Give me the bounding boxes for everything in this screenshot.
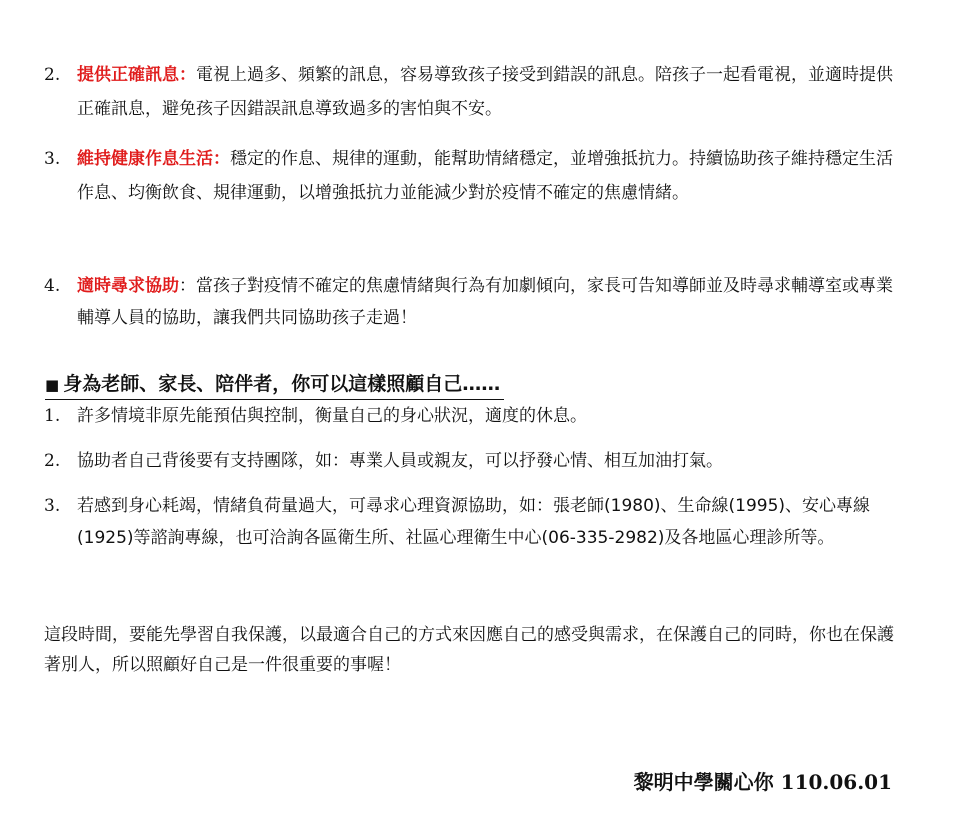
closing-paragraph: 這段時間，要能先學習自我保護，以最適合自己的方式來因應自己的感受與需求，在保護自己的同時，你也在保護著別人，所以照顧好自己是一件很重要的事喔！ xyxy=(44,625,894,675)
section-heading xyxy=(45,370,504,400)
tip-body xyxy=(77,58,899,126)
item-text: 許多情境非原先能預估與控制，衡量自己的身心狀況，適度的休息。 xyxy=(77,406,587,426)
tip-title: 適時尋求協助 xyxy=(77,276,179,296)
section-heading-text: 身為老師、家長、陪伴者，你可以這樣照顧自己…… xyxy=(63,373,501,395)
item-text: 協助者自己背後要有支持團隊，如：專業人員或親友，可以抒發心情、相互加油打氣。 xyxy=(77,451,723,471)
tip-title: 提供正確訊息： xyxy=(77,65,196,85)
signature-org: 黎明中學關心你 xyxy=(633,770,774,794)
tip-number: 2. xyxy=(44,65,61,85)
self-care-item-1 xyxy=(44,400,904,432)
item-number: 1. xyxy=(44,406,61,426)
tip-title: 維持健康作息生活： xyxy=(77,149,230,169)
item-number: 2. xyxy=(44,451,61,471)
tip-number: 4. xyxy=(44,276,61,296)
signature xyxy=(634,766,892,795)
item-number: 3. xyxy=(44,496,61,516)
tip-number: 3. xyxy=(44,149,61,169)
item-text: 若感到身心耗竭，情緒負荷量過大，可尋求心理資源協助，如：張老師(1980)、生命線(1995)、安心專線(1925)等諮詢專線，也可洽詢各區衛生所、社區心理衛生中心(06-335-2982)及各地區心理診所等。 xyxy=(77,496,871,548)
tip-item-3 xyxy=(44,142,904,210)
tip-body xyxy=(77,142,899,210)
self-care-item-2 xyxy=(44,445,904,477)
tip-item-4 xyxy=(44,270,904,334)
square-bullet-icon: ■ xyxy=(45,376,60,394)
tip-text: 穩定的作息、規律的運動，能幫助情緒穩定，並增強抵抗力。持續協助孩子維持穩定生活作息、均衡飲食、規律運動，以增強抵抗力並能減少對於疫情不確定的焦慮情緒。 xyxy=(77,149,893,203)
signature-date: 110.06.01 xyxy=(780,770,892,794)
tip-body xyxy=(77,270,899,334)
tip-text: ：當孩子對疫情不確定的焦慮情緒與行為有加劇傾向，家長可告知導師並及時尋求輔導室或專業輔導人員的協助，讓我們共同協助孩子走過！ xyxy=(77,276,893,328)
tip-text: 電視上過多、頻繁的訊息，容易導致孩子接受到錯誤的訊息。陪孩子一起看電視，並適時提供正確訊息，避免孩子因錯誤訊息導致過多的害怕與不安。 xyxy=(77,65,893,119)
tip-item-2 xyxy=(44,58,904,126)
self-care-item-3 xyxy=(44,490,904,554)
